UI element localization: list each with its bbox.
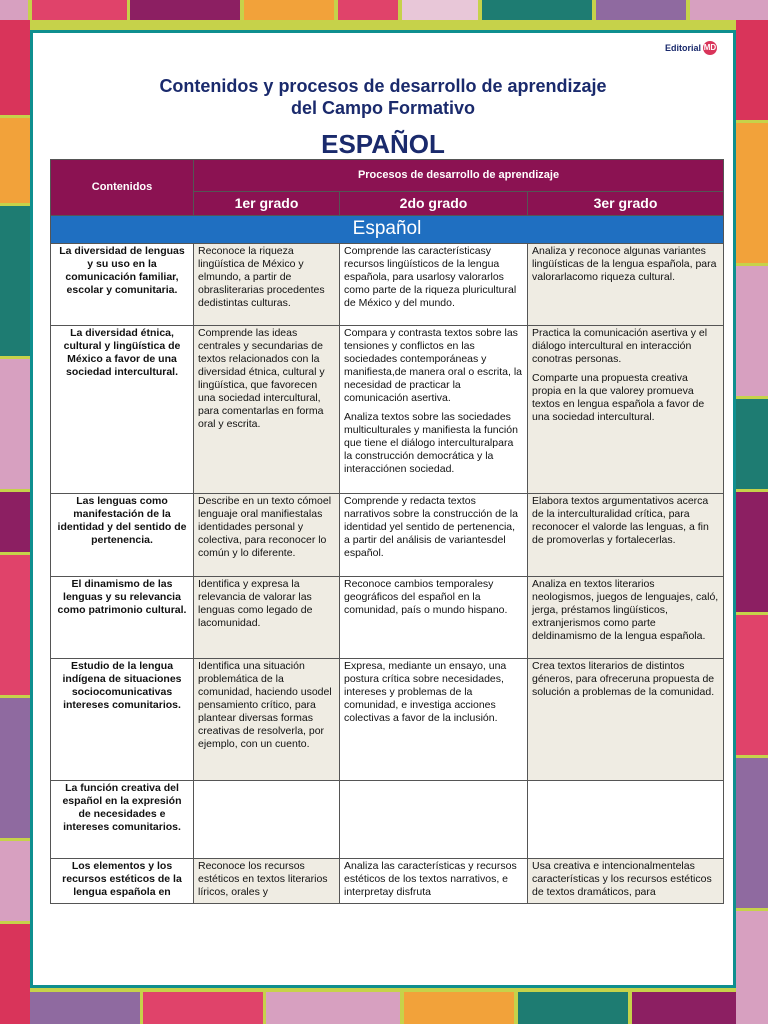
grade-3-cell [528, 326, 724, 494]
header-contenidos: Contenidos [51, 160, 194, 216]
header-grade-2: 2do grado [340, 192, 528, 216]
table-row [51, 244, 724, 326]
grade-3-cell [528, 494, 724, 577]
table-row [51, 781, 724, 859]
background-tile [0, 206, 30, 356]
background-tile [632, 992, 736, 1024]
table-row [51, 326, 724, 494]
grade-2-cell [340, 326, 528, 494]
background-tile [736, 492, 768, 612]
background-tile [143, 992, 263, 1024]
process-text: Analiza y reconoce algunas variantes lingüísticas de la lengua española, para valorarlacomo riqueza cultural. [532, 245, 717, 283]
contenido-cell: La diversidad étnica, cultural y lingüística de México a favor de una sociedad intercultural. [51, 326, 194, 494]
table-row [51, 577, 724, 659]
grade-3-cell [528, 659, 724, 781]
grade-1-cell [194, 659, 340, 781]
process-text: Comprende las ideas centrales y secundarias de textos relacionados con la diversidad étnica, cultural y lingüística, que favorecen una sociedad intercultural, para comentarlas en forma oral y escrita. [198, 327, 325, 430]
grade-3-cell [528, 577, 724, 659]
grade-2-cell [340, 494, 528, 577]
background-tile [0, 0, 28, 20]
background-tile [0, 924, 30, 1024]
publisher-name: Editorial [664, 43, 701, 53]
background-tile [0, 698, 30, 838]
subject-title: ESPAÑOL [321, 129, 445, 159]
header-procesos: Procesos de desarrollo de aprendizaje [194, 160, 724, 192]
process-text: Identifica y expresa la relevancia de valorar las lenguas como legado de lacomunidad. [198, 578, 313, 629]
process-text: Usa creativa e intencionalmentelas características y los recursos estéticos de textos dramáticos, para [532, 860, 712, 898]
grade-2-cell [340, 577, 528, 659]
background-tile [0, 841, 30, 921]
grade-1-cell [194, 781, 340, 859]
process-text: Reconoce los recursos estéticos en textos literarios líricos, orales y [198, 860, 328, 898]
title-line-2: del Campo Formativo [290, 98, 476, 118]
grade-2-cell [340, 781, 528, 859]
header-grade-1: 1er grado [194, 192, 340, 216]
background-tile [596, 0, 686, 20]
content-table [50, 159, 724, 904]
background-tile [338, 0, 398, 20]
grade-2-cell [340, 859, 528, 904]
contenido-cell: Las lenguas como manifestación de la identidad y del sentido de pertenencia. [51, 494, 194, 577]
grade-2-cell [340, 659, 528, 781]
background-tile [736, 20, 768, 120]
background-tile [244, 0, 334, 20]
background-tile [0, 555, 30, 695]
grade-1-cell [194, 494, 340, 577]
process-text: Crea textos literarios de distintos géneros, para ofreceruna propuesta de solución a problemas de la comunidad. [532, 660, 715, 698]
process-text: Elabora textos argumentativos acerca de la interculturalidad crítica, para reconocer el valorde las lenguas, a fin de promoverlas y fortalecerlas. [532, 495, 709, 546]
grade-3-cell [528, 244, 724, 326]
background-tile [130, 0, 240, 20]
background-tile [736, 911, 768, 1024]
document-title [33, 75, 733, 119]
title-line-1: Contenidos y procesos de desarrollo de aprendizaje [159, 76, 607, 96]
background-tile [30, 992, 140, 1024]
background-tile [0, 359, 30, 489]
grade-1-cell [194, 859, 340, 904]
publisher-logo [665, 41, 717, 55]
background-tile [266, 992, 400, 1024]
grade-1-cell [194, 326, 340, 494]
process-text: Practica la comunicación asertiva y el diálogo intercultural en interacción conotras personas. [532, 327, 708, 365]
grade-3-cell [528, 781, 724, 859]
background-tile [404, 992, 514, 1024]
grade-3-cell [528, 859, 724, 904]
process-text: Identifica una situación problemática de la comunidad, haciendo usodel pensamiento crítico, para plantear diversas formas creativas de resolverla, por ejemplo, con un cuento. [198, 660, 332, 750]
background-tile [736, 266, 768, 396]
process-text: Reconoce la riqueza lingüística de México y elmundo, a partir de obrasliterarias procedentes dedistintas culturas. [198, 245, 325, 309]
grade-1-cell [194, 244, 340, 326]
contenido-cell: Los elementos y los recursos estéticos de la lengua española en [51, 859, 194, 904]
publisher-logo-icon: MD [703, 41, 717, 55]
background-tile [736, 123, 768, 263]
process-text: Comparte una propuesta creativa propia en la que valorey promueva textos en lengua española a favor de una sociedad intercultural. [532, 372, 705, 423]
section-band: Español [51, 216, 724, 244]
background-tile [0, 118, 30, 203]
process-text: Reconoce cambios temporalesy geográficos del español en la comunidad, país o mundo hispano. [344, 578, 508, 616]
table-row [51, 494, 724, 577]
background-tile [736, 615, 768, 755]
background-tile [32, 0, 127, 20]
grade-1-cell [194, 577, 340, 659]
process-text: Comprende las característicasy recursos lingüísticos de la lengua española, para usarlosy valorarlos como parte de la riqueza pluricultural de México y del mundo. [344, 245, 517, 309]
contenido-cell: La diversidad de lenguas y su uso en la comunicación familiar, escolar y comunitaria. [51, 244, 194, 326]
background-tile [402, 0, 478, 20]
process-text: Analiza textos sobre las sociedades multiculturales y manifiesta la función que tiene el diálogo interculturalpara la construcción democrática y la interacciónen sociedad. [344, 411, 518, 475]
document-page [30, 30, 736, 988]
process-text: Comprende y redacta textos narrativos sobre la construcción de la identidad yel sentido de pertenencia, a partir del análisis de variantesdel español. [344, 495, 518, 559]
process-text: Expresa, mediante un ensayo, una postura crítica sobre necesidades, intereses y problemas de la comunidad, e investiga acciones colectivas a favor de la inclusión. [344, 660, 507, 724]
process-text: Analiza en textos literarios neologismos, juegos de lenguajes, caló, jerga, préstamos lingüísticos, extranjerismos como parte deldinamismo de la lengua española. [532, 578, 719, 642]
process-text: Analiza las características y recursos estéticos de los textos narrativos, e interpretay disfruta [344, 860, 517, 898]
contenido-cell: Estudio de la lengua indígena de situaciones sociocomunicativas intereses comunitarios. [51, 659, 194, 781]
background-tile [736, 399, 768, 489]
contenido-cell: La función creativa del español en la expresión de necesidades e intereses comunitarios. [51, 781, 194, 859]
table-row [51, 859, 724, 904]
background-tile [690, 0, 768, 20]
process-text: Describe en un texto cómoel lenguaje oral manifiestalas identidades personal y colectiva, para reconocer lo común y lo diferente. [198, 495, 332, 559]
table-row [51, 659, 724, 781]
background-tile [736, 758, 768, 908]
header-grade-3: 3er grado [528, 192, 724, 216]
grade-2-cell [340, 244, 528, 326]
background-tile [0, 492, 30, 552]
contenido-cell: El dinamismo de las lenguas y su relevancia como patrimonio cultural. [51, 577, 194, 659]
background-tile [518, 992, 628, 1024]
background-tile [0, 20, 30, 115]
process-text: Compara y contrasta textos sobre las tensiones y conflictos en las sociedades contemporáneas y manifiesta,de manera oral o escrita, la necesidad de practicar la comunicación asertiva. [344, 327, 523, 404]
background-tile [482, 0, 592, 20]
